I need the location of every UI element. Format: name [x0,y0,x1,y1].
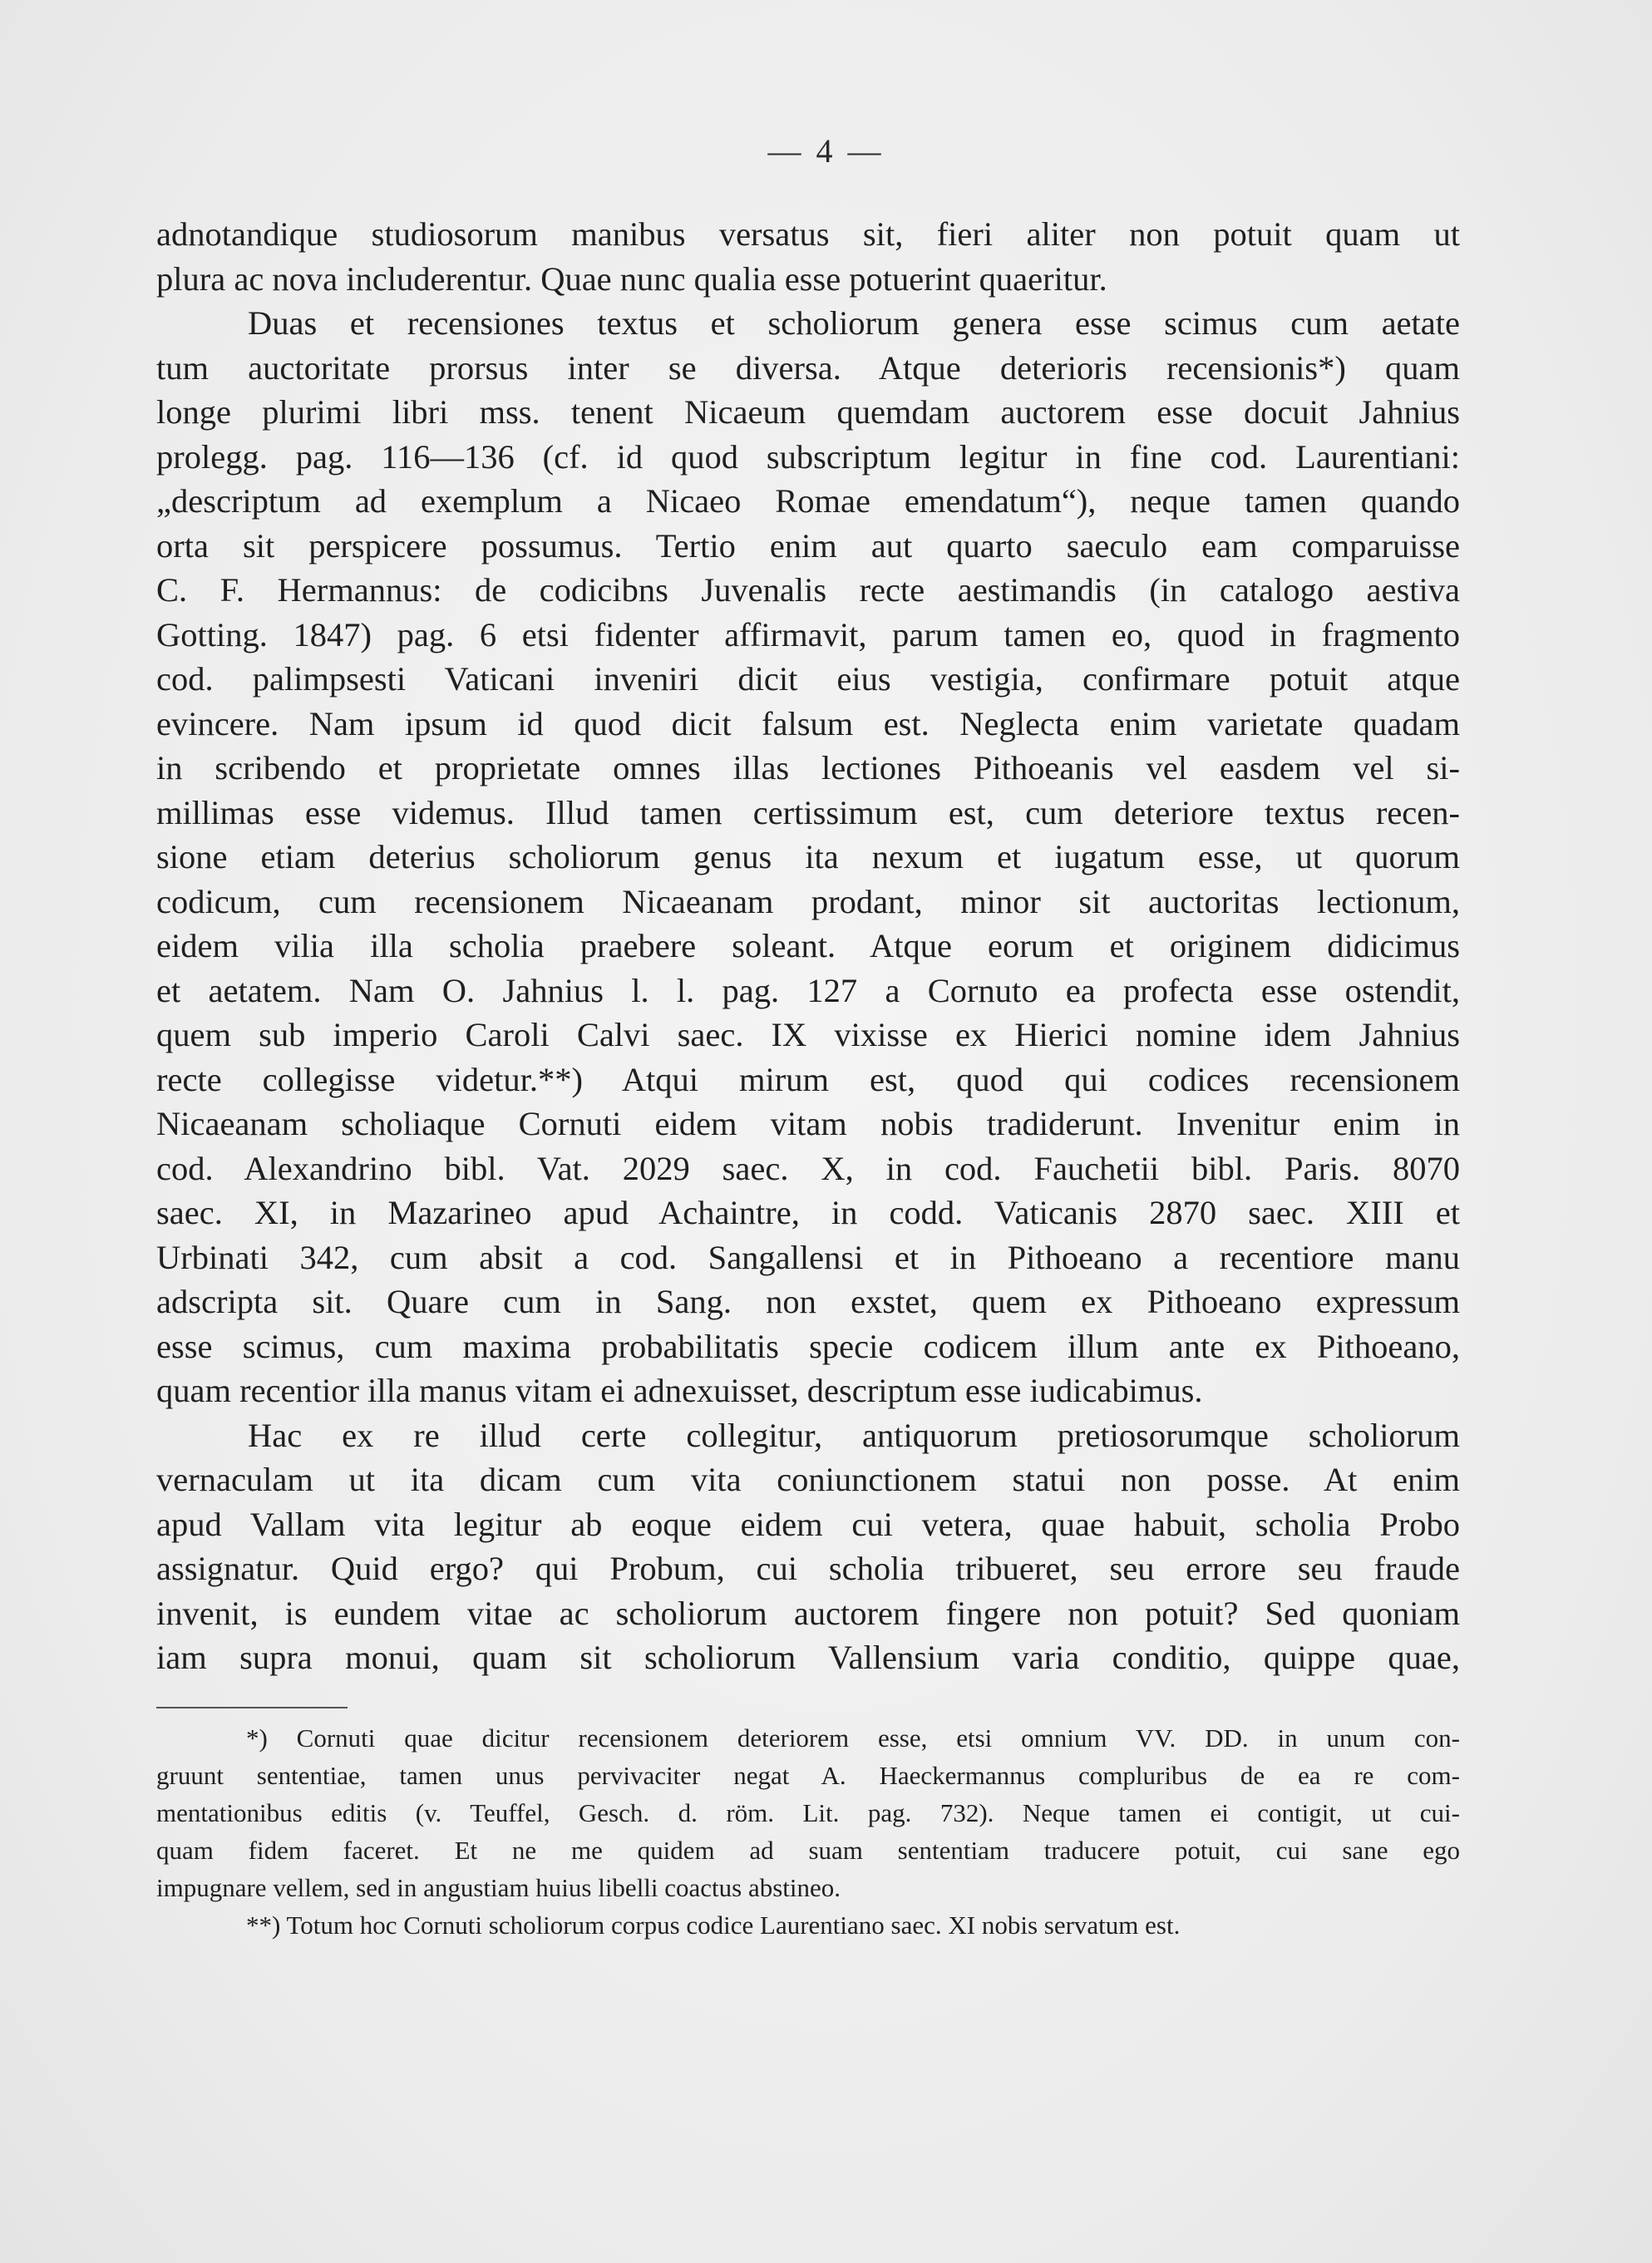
text-line: prolegg. pag. 116—136 (cf. id quod subscriptum legitur in fine cod. Laurentiani: [156,437,1460,476]
footnote-line: quam fidem faceret. Et ne me quidem ad suam sententiam traducere potuit, cui sane ego [156,1836,1460,1865]
footnotes [156,1719,1460,1944]
text-line: quam recentior illa manus vitam ei adnexuisset, descriptum esse iudicabimus. [156,1372,1203,1409]
text-line: cod. palimpsesti Vaticani inveniri dicit eius vestigia, confirmare potuit atque [156,660,1460,698]
text-line: saec. XI, in Mazarineo apud Achaintre, in codd. Vaticanis 2870 saec. XIII et [156,1194,1460,1231]
text-line [156,1413,1460,1458]
footnote-divider [156,1707,348,1708]
text-line: C. F. Hermannus: de codicibns Juvenalis recte aestimandis (in catalogo aestiva [156,571,1460,609]
text-line: assignatur. Quid ergo? qui Probum, cui scholia tribueret, seu errore seu fraude [156,1550,1460,1587]
text-line: iam supra monui, quam sit scholiorum Vallensium varia conditio, quippe quae, [156,1639,1460,1676]
text-line: invenit, is eundem vitae ac scholiorum auctorem fingere non potuit? Sed quoniam [156,1594,1460,1632]
page-number: — 4 — [767,132,885,170]
footnote-line: mentationibus editis (v. Teuffel, Gesch. d. röm. Lit. pag. 732). Neque tamen ei contigit, ut cui- [156,1798,1460,1827]
text-line: tum auctoritate prorsus inter se diversa. Atque deterioris recensionis*) quam [156,348,1460,387]
text-line: cod. Alexandrino bibl. Vat. 2029 saec. X, in cod. Fauchetii bibl. Paris. 8070 [156,1149,1460,1187]
text-line: Nicaeanam scholiaque Cornuti eidem vitam nobis tradiderunt. Invenitur enim in [156,1105,1460,1142]
text-line: Urbinati 342, cum absit a cod. Sangallensi et in Pithoeano a recentiore manu [156,1238,1460,1276]
text-line: apud Vallam vita legitur ab eoque eidem cui vetera, quae habuit, scholia Probo [156,1505,1460,1543]
text-line: evincere. Nam ipsum id quod dicit falsum est. Neglecta enim varietate quadam [156,704,1460,742]
text-line: Gotting. 1847) pag. 6 etsi fidenter affirmavit, parum tamen eo, quod in fragmento [156,615,1460,653]
text-line: vernaculam ut ita dicam cum vita coniunctionem statui non posse. At enim [156,1461,1460,1498]
text-line: in scribendo et proprietate omnes illas lectiones Pithoeanis vel easdem vel si- [156,749,1460,786]
text-line: eidem vilia illa scholia praebere soleant. Atque eorum et originem didicimus [156,927,1460,964]
paragraph-3 [156,1413,1460,1680]
text-line-content: Hac ex re illud certe collegitur, antiquorum pretiosorumque scholiorum [248,1416,1460,1454]
text-line: adscripta sit. Quare cum in Sang. non exstet, quem ex Pithoeano expressum [156,1283,1460,1320]
footnote-line [156,1906,1460,1944]
footnote-1 [156,1719,1460,1906]
text-line: „descriptum ad exemplum a Nicaeo Romae emendatum“), neque tamen quando [156,482,1460,520]
paragraph-1 [156,212,1460,301]
text-line: codicum, cum recensionem Nicaeanam prodant, minor sit auctoritas lectionum, [156,882,1460,920]
text-line: et aetatem. Nam O. Jahnius l. l. pag. 127 a Cornuto ea profecta esse ostendit, [156,971,1460,1009]
text-line: adnotandique studiosorum manibus versatus sit, fieri aliter non potuit quam ut [156,215,1460,253]
footnote-line [156,1719,1460,1757]
footnote-line-content: *) Cornuti quae dicitur recensionem deteriorem esse, etsi omnium VV. DD. in unum con- [246,1723,1460,1753]
footnote-line: gruunt sententiae, tamen unus pervivaciter negat A. Haeckermannus compluribus de ea re com- [156,1761,1460,1790]
main-text [156,212,1460,1680]
text-line: orta sit perspicere possumus. Tertio enim aut quarto saeculo eam comparuisse [156,526,1460,565]
paragraph-2 [156,301,1460,1413]
text-line: longe plurimi libri mss. tenent Nicaeum quemdam auctorem esse docuit Jahnius [156,393,1460,431]
text-line: quem sub imperio Caroli Calvi saec. IX vixisse ex Hierici nomine idem Jahnius [156,1016,1460,1053]
text-line: recte collegisse videtur.**) Atqui mirum est, quod qui codices recensionem [156,1060,1460,1098]
footnote-line: impugnare vellem, sed in angustiam huius libelli coactus abstineo. [156,1873,841,1902]
footnote-line-content: **) Totum hoc Cornuti scholiorum corpus codice Laurentiano saec. XI nobis servatum est. [246,1910,1181,1940]
text-line [156,301,1460,346]
text-line: esse scimus, cum maxima probabilitatis specie codicem illum ante ex Pithoeano, [156,1327,1460,1365]
text-line: sione etiam deterius scholiorum genus ita nexum et iugatum esse, ut quorum [156,838,1460,875]
text-line: millimas esse videmus. Illud tamen certissimum est, cum deteriore textus recen- [156,793,1460,831]
text-line-content: Duas et recensiones textus et scholiorum genera esse scimus cum aetate [248,304,1460,342]
text-line: plura ac nova includerentur. Quae nunc qualia esse potuerint quaeritur. [156,259,1107,298]
footnote-2 [156,1906,1460,1944]
